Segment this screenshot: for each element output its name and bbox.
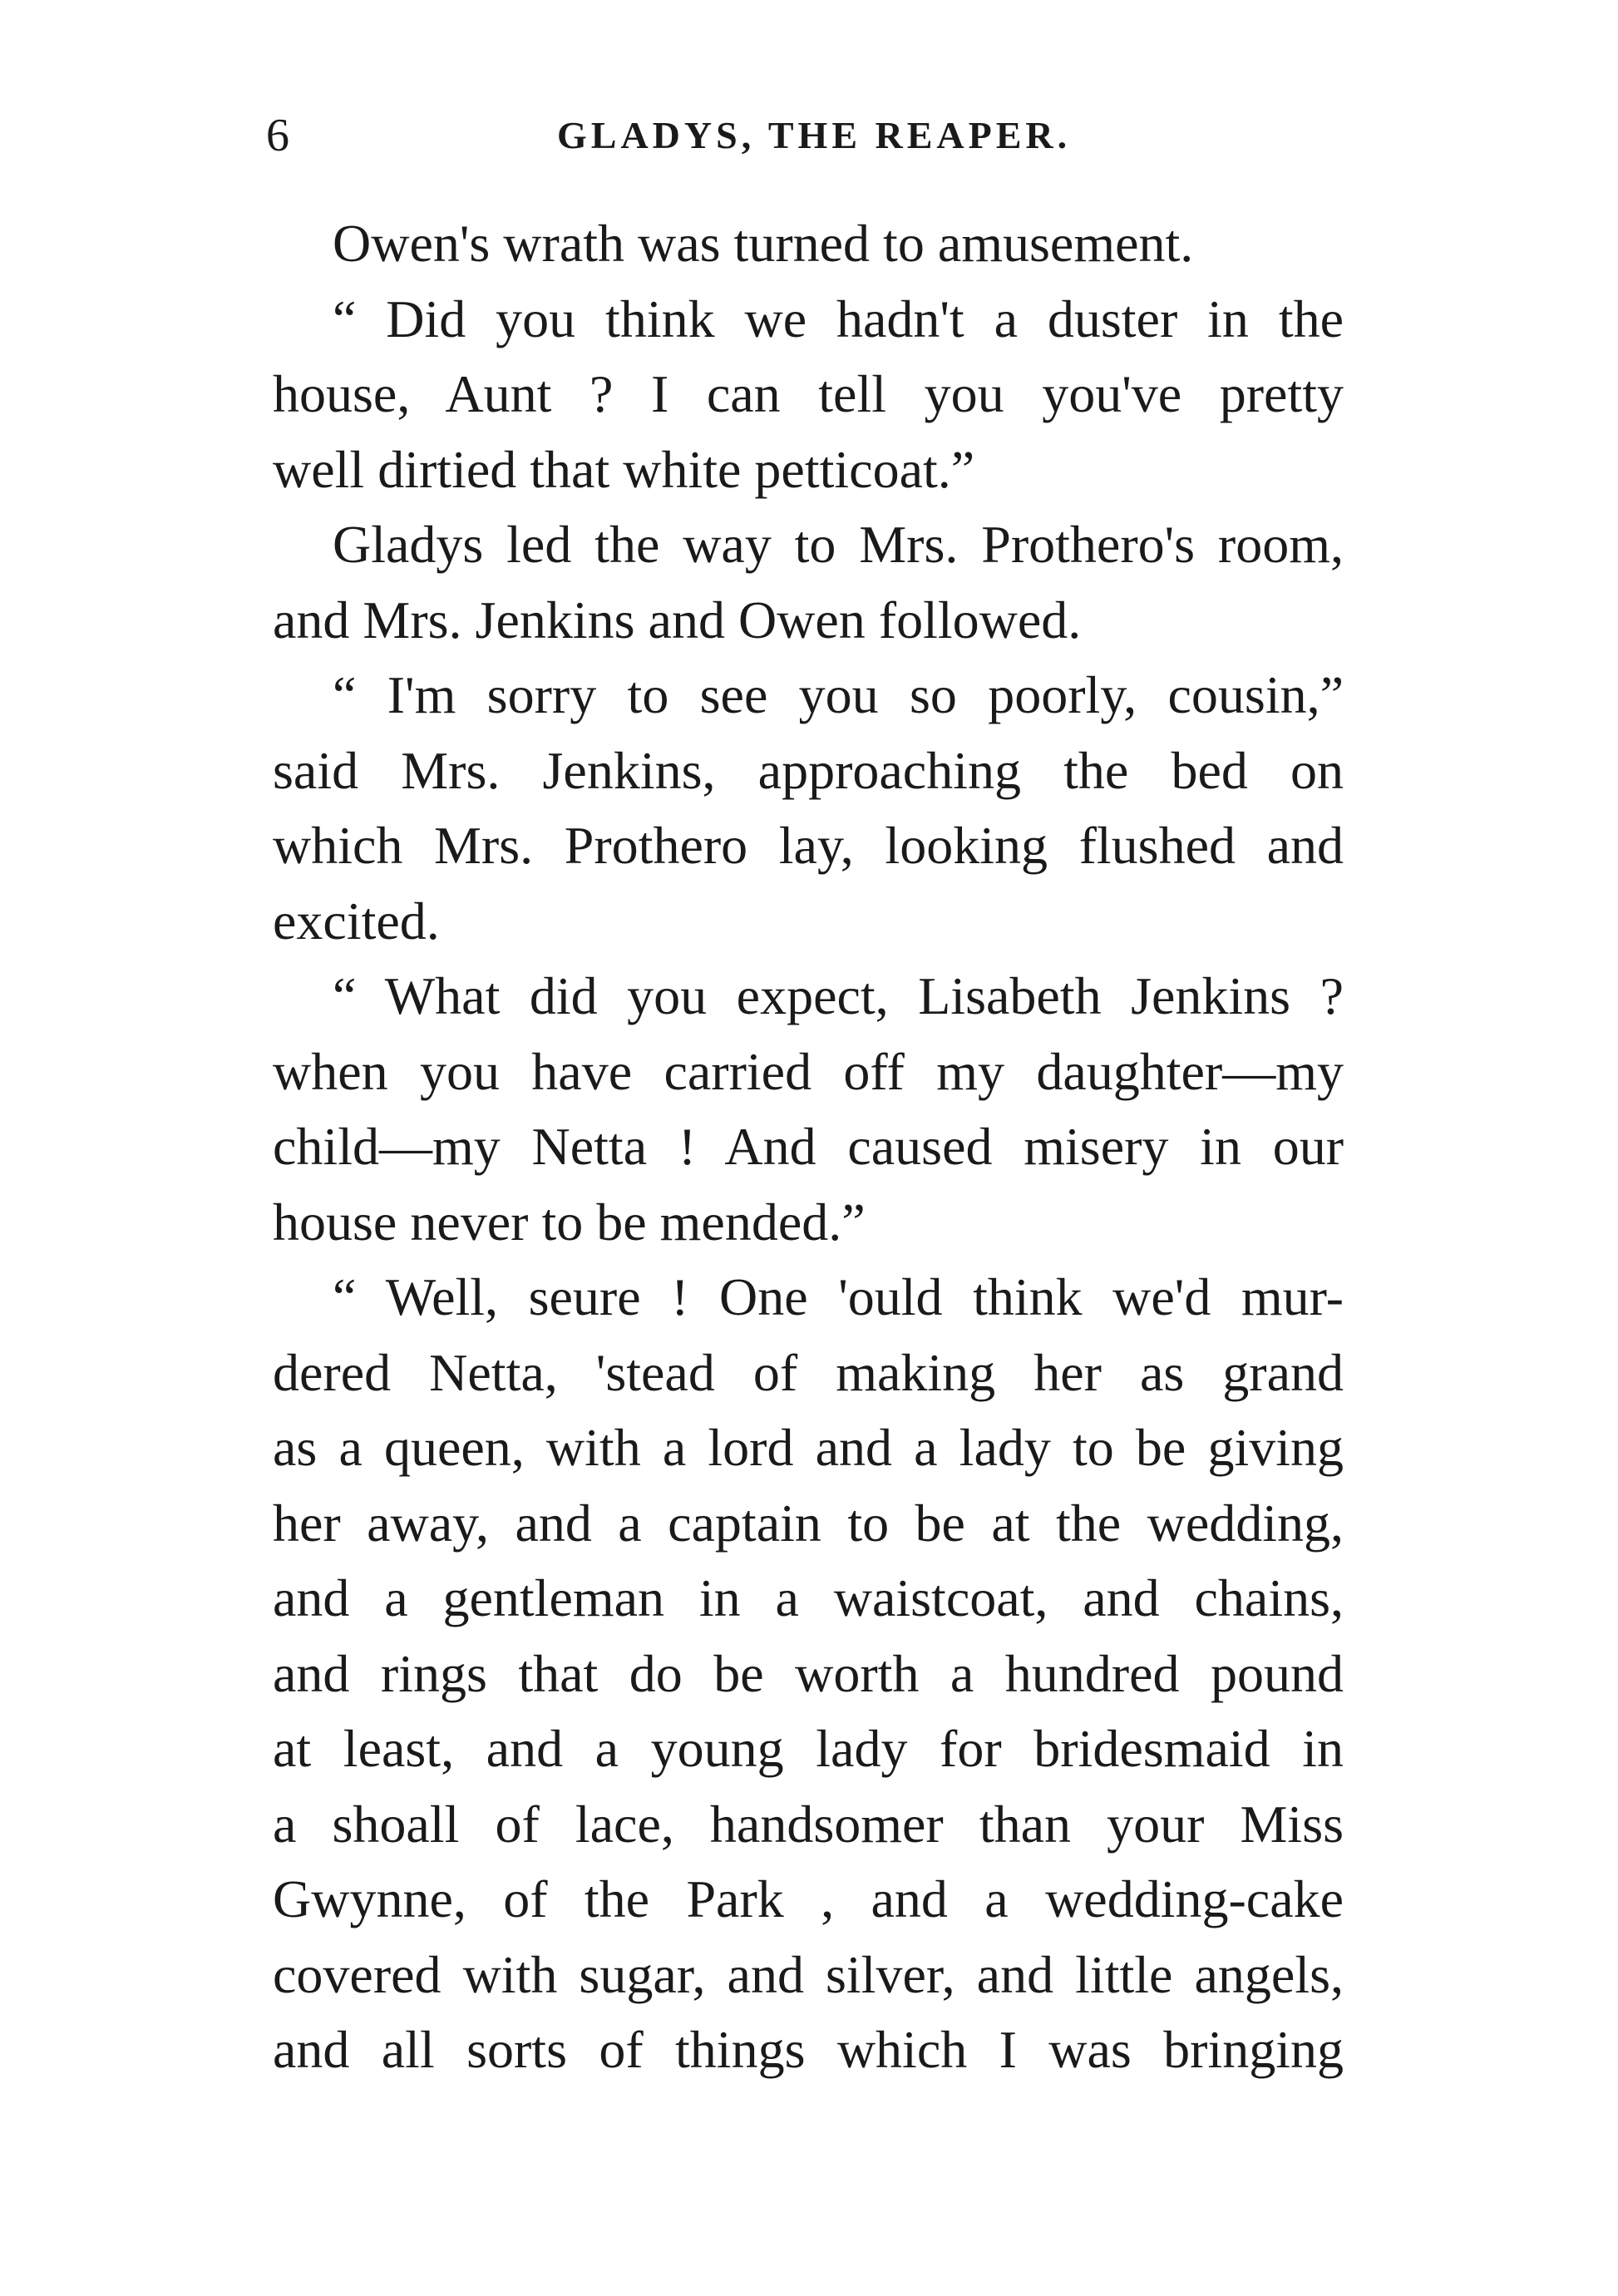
text-line: when you have carried off my daughter—my: [273, 1041, 1344, 1101]
text-line: well dirtied that white petticoat.”: [273, 439, 975, 499]
text-line: as a queen, with a lord and a lady to be giving: [273, 1418, 1344, 1477]
text-line: and a gentleman in a waistcoat, and chains,: [273, 1568, 1344, 1627]
text-line: Gwynne, of the Park , and a wedding-cake: [273, 1869, 1344, 1928]
text-line: which Mrs. Prothero lay, looking flushed and: [273, 816, 1344, 875]
text-line: Gladys led the way to Mrs. Prothero's room,: [333, 515, 1344, 574]
text-line: child—my Netta ! And caused misery in our: [273, 1117, 1344, 1176]
running-title: GLADYS, THE REAPER.: [557, 114, 1072, 156]
text-line: “ I'm sorry to see you so poorly, cousin,”: [333, 665, 1344, 724]
text-line: and all sorts of things which I was bringing: [273, 2020, 1344, 2079]
text-line: “ Well, seure ! One 'ould think we'd mur-: [333, 1267, 1344, 1326]
text-line: covered with sugar, and silver, and little angels,: [273, 1944, 1344, 2004]
text-line: “ What did you expect, Lisabeth Jenkins ?: [333, 966, 1344, 1025]
running-head: [266, 106, 1347, 165]
text-line: house, Aunt ? I can tell you you've pretty: [273, 364, 1344, 423]
text-line: said Mrs. Jenkins, approaching the bed on: [273, 740, 1344, 800]
text-line: Owen's wrath was turned to amusement.: [333, 214, 1194, 273]
text-line: and Mrs. Jenkins and Owen followed.: [273, 590, 1082, 649]
text-line: and rings that do be worth a hundred pound: [273, 1643, 1344, 1703]
text-line: a shoall of lace, handsomer than your Miss: [273, 1794, 1344, 1854]
text-line: dered Netta, 'stead of making her as grand: [273, 1342, 1344, 1402]
text-line: at least, and a young lady for bridesmaid in: [273, 1719, 1344, 1778]
text-line: house never to be mended.”: [273, 1192, 866, 1252]
body-text: [273, 206, 1344, 2088]
page-number: 6: [266, 110, 289, 161]
text-line: excited.: [273, 891, 440, 950]
text-line: her away, and a captain to be at the wedding,: [273, 1493, 1344, 1553]
text-line: “ Did you think we hadn't a duster in the: [333, 289, 1344, 348]
